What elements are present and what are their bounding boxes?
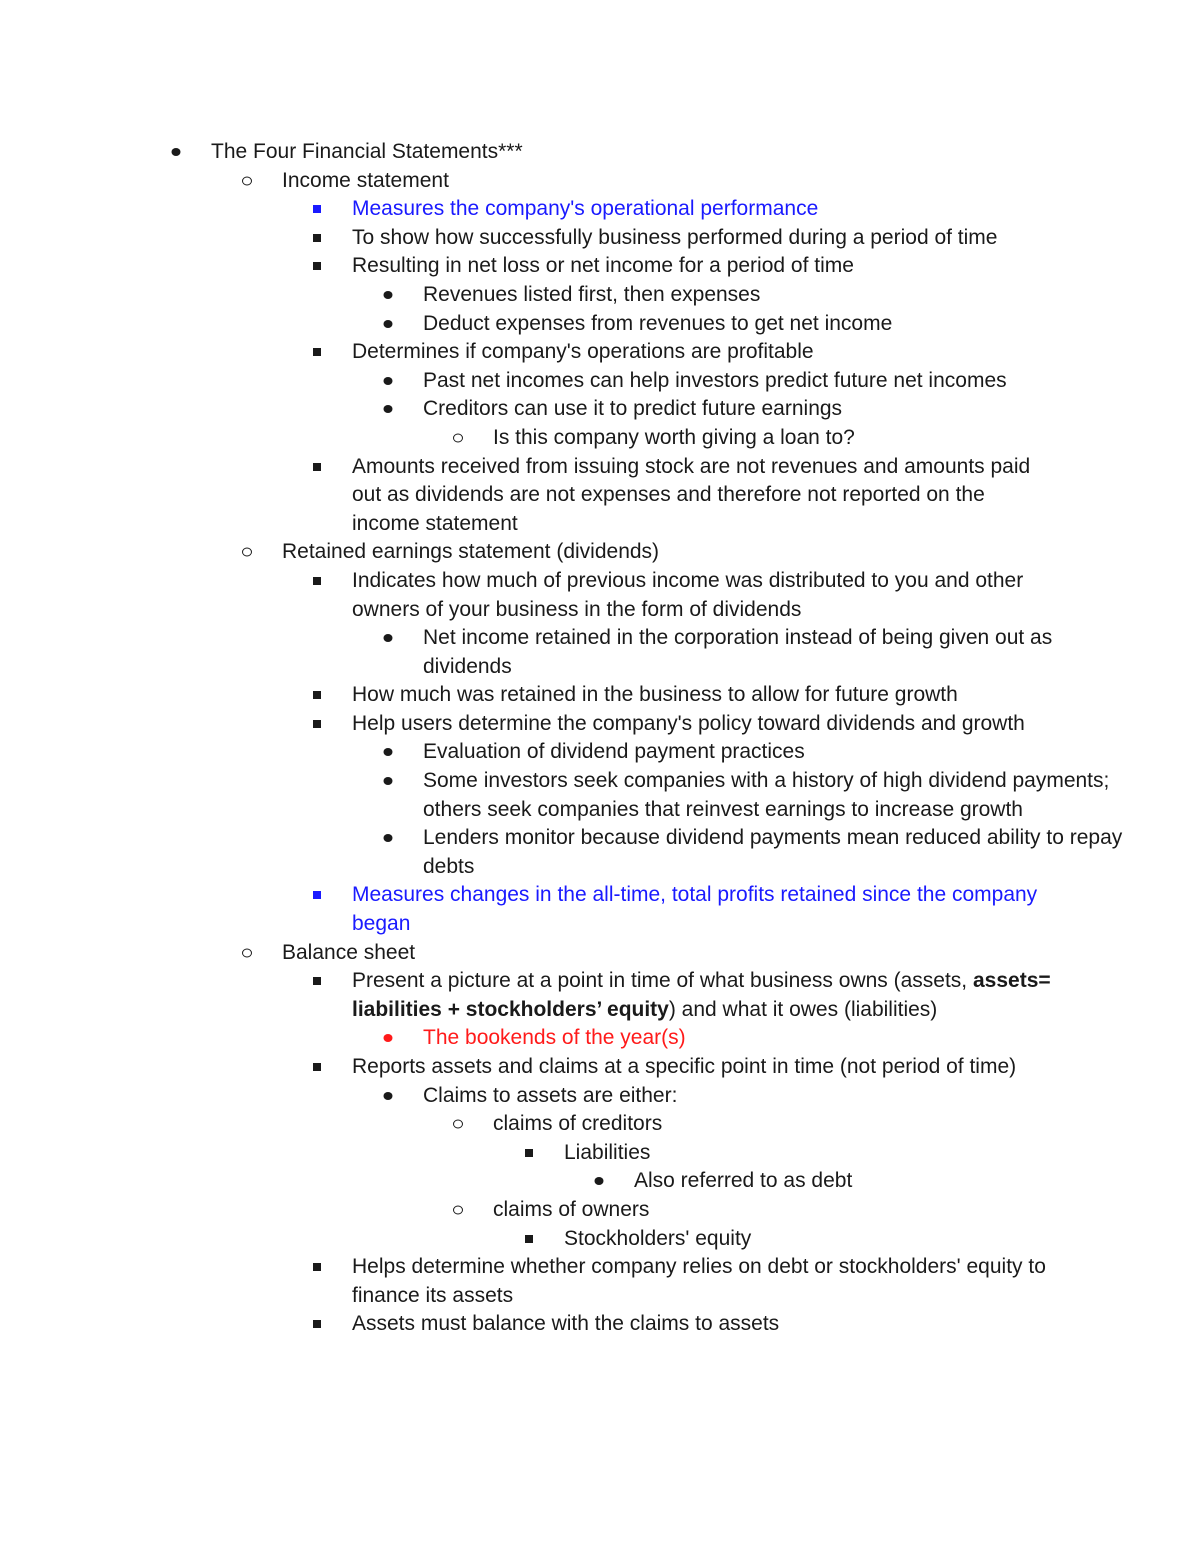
list-item <box>423 767 1128 824</box>
list-item <box>352 967 1057 1024</box>
list-item-text <box>282 169 449 192</box>
text-run: Evaluation of dividend payment practices <box>423 740 805 764</box>
list-item-text <box>423 626 1052 678</box>
bold-text: assets= liabilities + stockholders’ equity <box>352 969 1051 1021</box>
list-item-text <box>352 883 1037 935</box>
list-item-text <box>564 1141 650 1164</box>
text-run: Reports assets and claims at a specific point in time (not period of time) <box>352 1055 1017 1078</box>
text-run: Retained earnings statement (dividends) <box>282 540 660 564</box>
bullet-outline <box>0 138 1200 1339</box>
list-item-text <box>352 1055 1016 1078</box>
list-item-text <box>423 369 1007 392</box>
list-item-text <box>352 1312 779 1335</box>
circle-bullet-icon <box>242 948 252 957</box>
list-item-text <box>282 540 659 563</box>
disc-bullet-icon <box>384 1092 393 1100</box>
text-run: Helps determine whether company relies on debt or stockholders' equity to finance its assets <box>352 1255 1046 1307</box>
text-run: To show how successfully business performed during a period of time <box>352 225 998 249</box>
square-bullet-icon <box>313 463 321 471</box>
list-item-text <box>423 1084 677 1107</box>
list-item <box>634 1167 1200 1196</box>
list-item <box>423 624 1128 681</box>
list-item-text <box>352 1255 1046 1307</box>
list-item <box>423 367 1128 396</box>
text-run: Deduct expenses from revenues to get net income <box>423 311 893 335</box>
list-item-text <box>423 826 1122 878</box>
text-run: Also referred to as debt <box>634 1169 853 1193</box>
text-run: Amounts received from issuing stock are not revenues and amounts paid out as dividends are not expenses and therefore not reported on the income statement <box>352 454 1031 535</box>
text-run: Measures the company's operational performance <box>352 197 819 221</box>
text-run: Determines if company's operations are profitable <box>352 340 814 364</box>
list-item <box>352 1053 1057 1082</box>
list-item-text <box>423 769 1109 821</box>
text-run: Balance sheet <box>282 940 416 964</box>
square-bullet-icon <box>313 577 321 585</box>
text-run: Past net incomes can help investors predict future net incomes <box>423 368 1007 392</box>
text-run: Creditors can use it to predict future earnings <box>423 397 843 421</box>
square-bullet-icon <box>313 1063 321 1071</box>
list-item-text <box>352 197 818 220</box>
list-item-text <box>423 283 760 306</box>
disc-bullet-icon <box>384 777 393 785</box>
square-bullet-icon <box>313 891 321 899</box>
list-item <box>493 1196 1198 1225</box>
circle-bullet-icon <box>242 176 252 185</box>
list-item-text <box>352 683 958 706</box>
list-item-text <box>352 569 1023 621</box>
list-item-text <box>352 969 1051 1021</box>
text-run: Lenders monitor because dividend payments mean reduced ability to repay debts <box>423 826 1123 878</box>
text-run: The bookends of the year(s) <box>423 1026 686 1050</box>
text-run: The Four Financial Statements*** <box>211 140 523 163</box>
circle-bullet-icon <box>453 1120 463 1129</box>
list-item <box>423 395 1128 424</box>
text-run: Present a picture at a point in time of what business owns (assets, <box>352 969 973 993</box>
list-item <box>211 138 916 167</box>
list-item-text <box>352 455 1030 535</box>
list-item <box>423 824 1128 881</box>
text-run: Revenues listed first, then expenses <box>423 282 761 306</box>
list-item <box>423 1082 1128 1111</box>
disc-bullet-icon <box>384 405 393 413</box>
list-item-text <box>423 397 842 420</box>
list-item-text <box>211 140 523 163</box>
circle-bullet-icon <box>453 433 463 442</box>
disc-bullet-icon <box>384 377 393 385</box>
list-item <box>423 281 1128 310</box>
disc-bullet-icon <box>384 291 393 299</box>
text-run: Stockholders' equity <box>564 1226 752 1250</box>
disc-bullet-icon <box>384 1034 393 1042</box>
list-item-text <box>564 1227 751 1250</box>
list-item <box>352 881 1057 938</box>
text-run: Net income retained in the corporation instead of being given out as dividends <box>423 626 1053 678</box>
text-run: Indicates how much of previous income was distributed to you and other owners of your business in the form of dividends <box>352 568 1024 621</box>
text-run: ) and what it owes (liabilities) <box>668 997 938 1021</box>
list-item-text <box>352 340 814 363</box>
list-item <box>352 681 1057 710</box>
list-item <box>423 738 1128 767</box>
disc-bullet-icon <box>384 834 393 842</box>
square-bullet-icon <box>525 1235 533 1243</box>
square-bullet-icon <box>313 691 321 699</box>
disc-bullet-icon <box>595 1177 604 1185</box>
list-item-text <box>352 254 854 277</box>
text-run: Income statement <box>282 168 449 192</box>
text-run: Some investors seek companies with a history of high dividend payments; others seek companies that reinvest earnings to increase growth <box>423 769 1110 821</box>
text-run: Assets must balance with the claims to assets <box>352 1312 780 1336</box>
list-item <box>352 710 1057 739</box>
list-item <box>282 167 987 196</box>
circle-bullet-icon <box>242 548 252 557</box>
text-run: Resulting in net loss or net income for a period of time <box>352 254 854 278</box>
square-bullet-icon <box>313 205 321 213</box>
text-run: How much was retained in the business to allow for future growth <box>352 683 958 707</box>
list-item-text <box>423 312 892 335</box>
text-run: Is this company worth giving a loan to? <box>493 425 855 449</box>
square-bullet-icon <box>525 1149 533 1157</box>
list-item <box>282 538 987 567</box>
disc-bullet-icon <box>172 148 181 156</box>
text-run: claims of creditors <box>493 1112 663 1136</box>
list-item <box>564 1225 1200 1254</box>
disc-bullet-icon <box>384 634 393 642</box>
list-item <box>352 224 1057 253</box>
list-item <box>352 252 1057 281</box>
text-run: claims of owners <box>493 1197 650 1221</box>
list-item-text <box>352 712 1025 735</box>
list-item-text <box>634 1169 852 1192</box>
list-item <box>352 567 1057 624</box>
list-item <box>352 338 1057 367</box>
square-bullet-icon <box>313 1263 321 1271</box>
list-item-text <box>493 1112 662 1135</box>
list-item <box>493 1110 1198 1139</box>
list-item-text <box>423 740 805 763</box>
text-run: Claims to assets are either: <box>423 1083 678 1107</box>
square-bullet-icon <box>313 1320 321 1328</box>
square-bullet-icon <box>313 720 321 728</box>
disc-bullet-icon <box>384 320 393 328</box>
list-item <box>352 195 1057 224</box>
text-run: Measures changes in the all-time, total profits retained since the company began <box>352 883 1038 936</box>
list-item <box>352 1310 1057 1339</box>
disc-bullet-icon <box>384 748 393 756</box>
square-bullet-icon <box>313 262 321 270</box>
text-run: Liabilities <box>564 1140 651 1164</box>
square-bullet-icon <box>313 977 321 985</box>
list-item <box>564 1139 1200 1168</box>
list-item <box>493 424 1198 453</box>
circle-bullet-icon <box>453 1205 463 1214</box>
square-bullet-icon <box>313 234 321 242</box>
list-item-text <box>493 1198 649 1221</box>
list-item <box>352 453 1057 539</box>
list-item-text <box>352 226 997 249</box>
list-item <box>282 939 987 968</box>
list-item <box>423 310 1128 339</box>
list-item <box>423 1024 1128 1053</box>
square-bullet-icon <box>313 348 321 356</box>
list-item-text <box>493 426 855 449</box>
text-run: Help users determine the company's policy toward dividends and growth <box>352 711 1025 735</box>
list-item-text <box>282 941 415 964</box>
list-item-text <box>423 1026 686 1049</box>
list-item <box>352 1253 1057 1310</box>
